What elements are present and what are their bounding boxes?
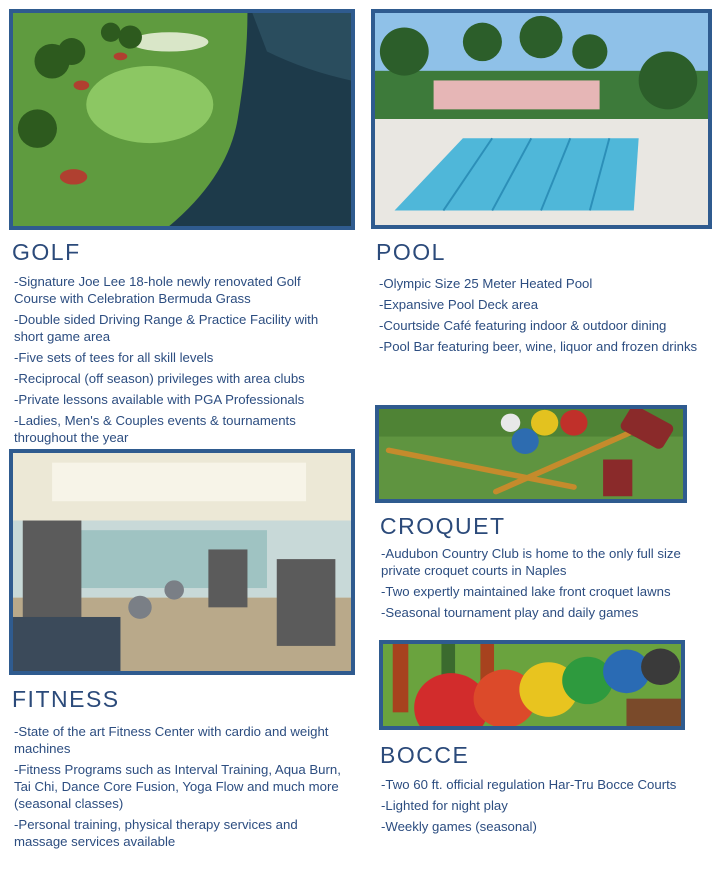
list-item: -Two expertly maintained lake front croquet lawns [381, 584, 671, 599]
list-item: -Expansive Pool Deck area [379, 297, 539, 312]
list-item: -Audubon Country Club is home to the only full size private croquet courts in Naples [381, 546, 681, 578]
list-item: -Signature Joe Lee 18-hole newly renovated Golf Course with Celebration Bermuda Grass [14, 274, 301, 306]
list-item: -Weekly games (seasonal) [381, 819, 537, 834]
list-item: -State of the art Fitness Center with cardio and weight machines [14, 724, 329, 756]
list-item: -Private lessons available with PGA Professionals [14, 392, 305, 407]
pool-list [379, 275, 699, 359]
golf-list [14, 273, 344, 450]
list-item: -Courtside Café featuring indoor & outdoor dining [379, 318, 667, 333]
list-item: -Personal training, physical therapy services and massage services available [14, 817, 298, 849]
list-item: -Five sets of tees for all skill levels [14, 350, 214, 365]
list-item: -Reciprocal (off season) privileges with area clubs [14, 371, 305, 386]
bocce-heading: BOCCE [380, 742, 470, 768]
list-item: -Double sided Driving Range & Practice Facility with short game area [14, 312, 319, 344]
croquet-photo [375, 405, 687, 503]
golf-course-photo [9, 9, 355, 230]
golf-heading: GOLF [12, 239, 81, 265]
list-item: -Fitness Programs such as Interval Training, Aqua Burn, Tai Chi, Dance Core Fusion, Yoga Flow and much more (seasonal classes) [14, 762, 341, 811]
list-item: -Seasonal tournament play and daily games [381, 605, 639, 620]
croquet-list [381, 545, 717, 625]
fitness-list [14, 723, 344, 854]
bocce-list [381, 776, 717, 839]
fitness-center-photo [9, 449, 355, 675]
bocce-photo [379, 640, 685, 730]
list-item: -Pool Bar featuring beer, wine, liquor and frozen drinks [379, 339, 698, 354]
fitness-heading: FITNESS [12, 686, 120, 712]
list-item: -Lighted for night play [381, 798, 508, 813]
pool-heading: POOL [376, 239, 446, 265]
list-item: -Olympic Size 25 Meter Heated Pool [379, 276, 593, 291]
list-item: -Ladies, Men's & Couples events & tournaments throughout the year [14, 413, 296, 445]
croquet-heading: CROQUET [380, 513, 506, 539]
pool-photo [371, 9, 712, 229]
list-item: -Two 60 ft. official regulation Har-Tru Bocce Courts [381, 777, 677, 792]
